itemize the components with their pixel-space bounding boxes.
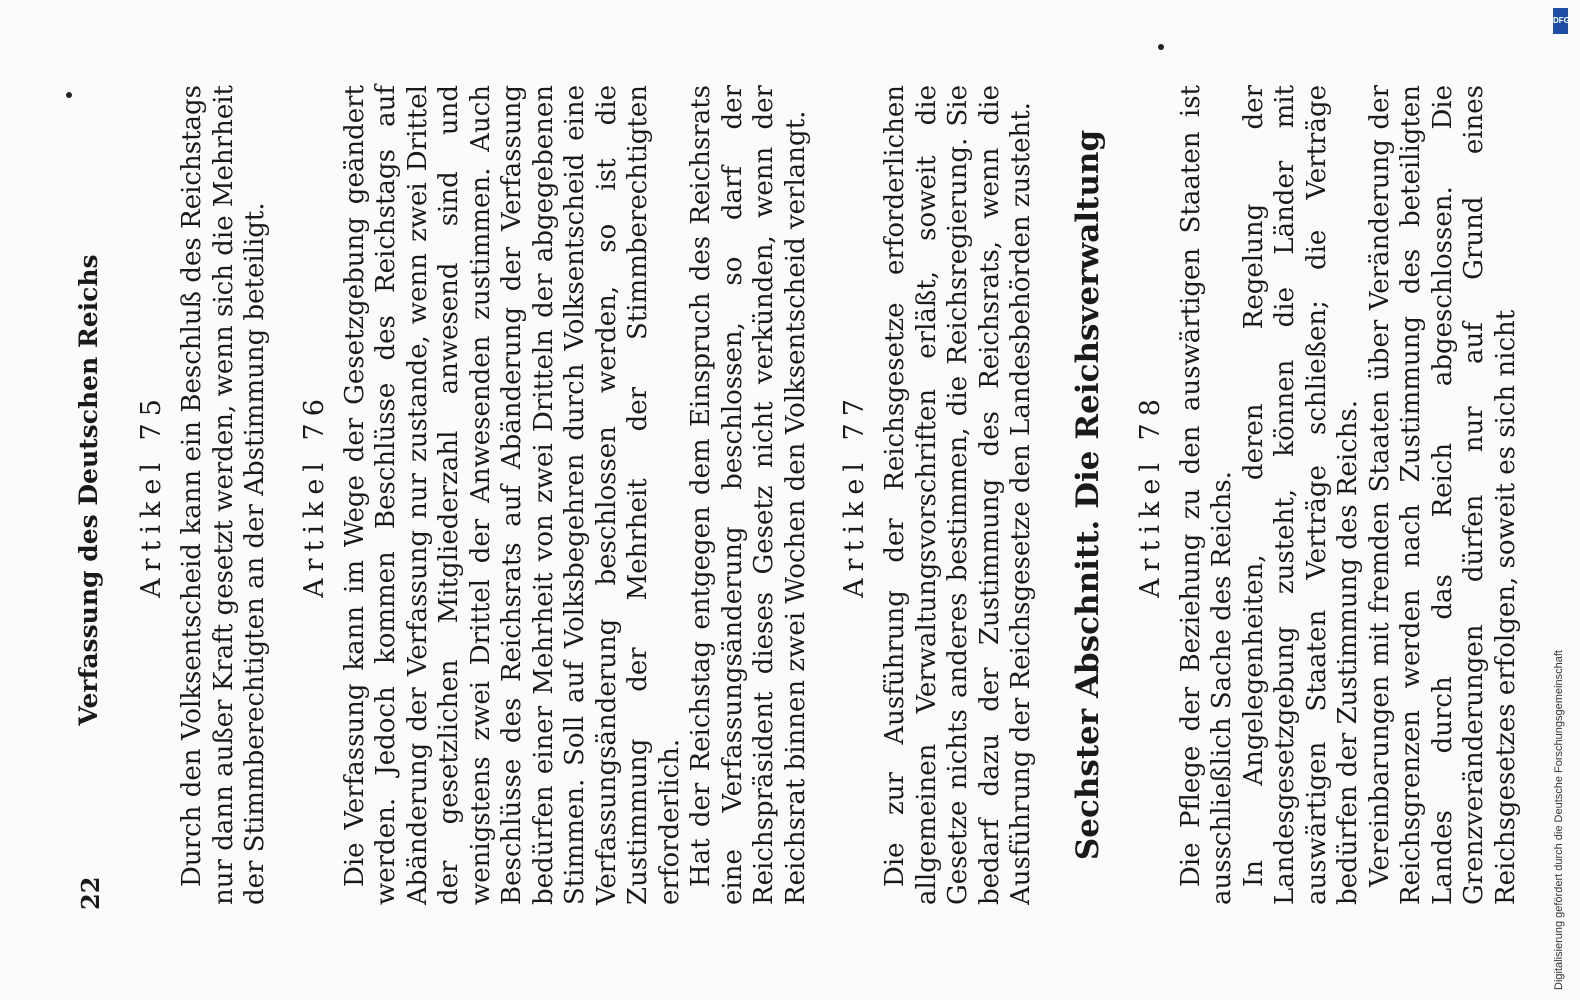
scan-speck [1158,44,1164,50]
article-75-paragraph-1: Durch den Volksentscheid kann ein Beschluß des Reichstags nur dann außer Kraft gesetzt werden, wenn sich die Mehrheit der Stimmberechtigten an der Abstimmung beteiligt. [177,85,270,905]
running-head [70,70,110,910]
running-head-title: Verfassung des Deutschen Reichs [74,254,103,726]
article-78-paragraph-2: In Angelegenheiten, deren Regelung der Landesgesetzgebung zusteht, können die Länder mit auswärtigen Staaten Verträge schließen; die Verträge bedürfen der Zustimmung des Reichs. [1238,85,1363,905]
scan-speck [66,92,72,98]
digitization-credit-strip [1551,8,1573,992]
page-number: 22 [76,876,105,910]
article-77-paragraph-1: Die zur Ausführung der Reichsgesetze erforderlichen allgemeinen Verwaltungsvorschriften erläßt, soweit die Gesetze nichts anderes bestimmen, die Reichsregierung. Sie bedarf dazu der Zustimmung des Reichsrats, wenn die Ausführung der Reichsgesetze den Landesbehörden zusteht. [880,85,1036,905]
article-77-heading: Artikel 77 [839,392,870,598]
article-76-heading: Artikel 76 [298,392,330,598]
article-75-heading: Artikel 75 [136,392,167,598]
digitization-credit-text: Digitalisierung gefördert durch die Deutsche Forschungsgemeinschaft [1553,650,1565,990]
article-78-paragraph-1: Die Pflege der Beziehung zu den auswärtigen Staaten ist ausschließlich Sache des Reichs. [1175,85,1237,905]
article-76-paragraph-2: Hat der Reichstag entgegen dem Einspruch des Reichsrats eine Verfassungsänderung beschlossen, so darf der Reichspräsident dieses Gesetz nicht verkünden, wenn der Reichsrat binnen zwei Wochen den Volksentscheid verlangt. [686,85,811,905]
article-78-paragraph-3: Vereinbarungen mit fremden Staaten über Veränderung der Reichsgrenzen werden nach Zustimmung des beteiligten Landes durch das Reich abgeschlossen. Die Grenzveränderungen dürfen nur auf Grund eines Reichsgesetzes erfolgen, soweit es sich nicht [1364,85,1521,905]
section-title: Sechster Abschnitt. Die Reichsverwaltung [1069,129,1106,861]
page-body [135,85,1522,905]
article-78-heading: Artikel 78 [1134,392,1166,598]
article-76-paragraph-1: Die Verfassung kann im Wege der Gesetzgebung geändert werden. Jedoch kommen Beschlüsse des Reichstags auf Abänderung der Verfassung nur zustande, wenn zwei Drittel der gesetzlichen Mitgliederzahl anwesend sind und wenigstens zwei Drittel der Anwesenden zustimmen. Auch Beschlüsse des Reichsrats auf Abänderung der Verfassung bedürfen einer Mehrheit von zwei Dritteln der abgegebenen Stimmen. Soll auf Volksbegehren durch Volksentscheid eine Verfassungsänderung beschlossen werden, so ist die Zustimmung der Mehrheit der Stimmberechtigten erforderlich. [339,85,685,905]
dfg-logo: DFG [1553,8,1568,34]
